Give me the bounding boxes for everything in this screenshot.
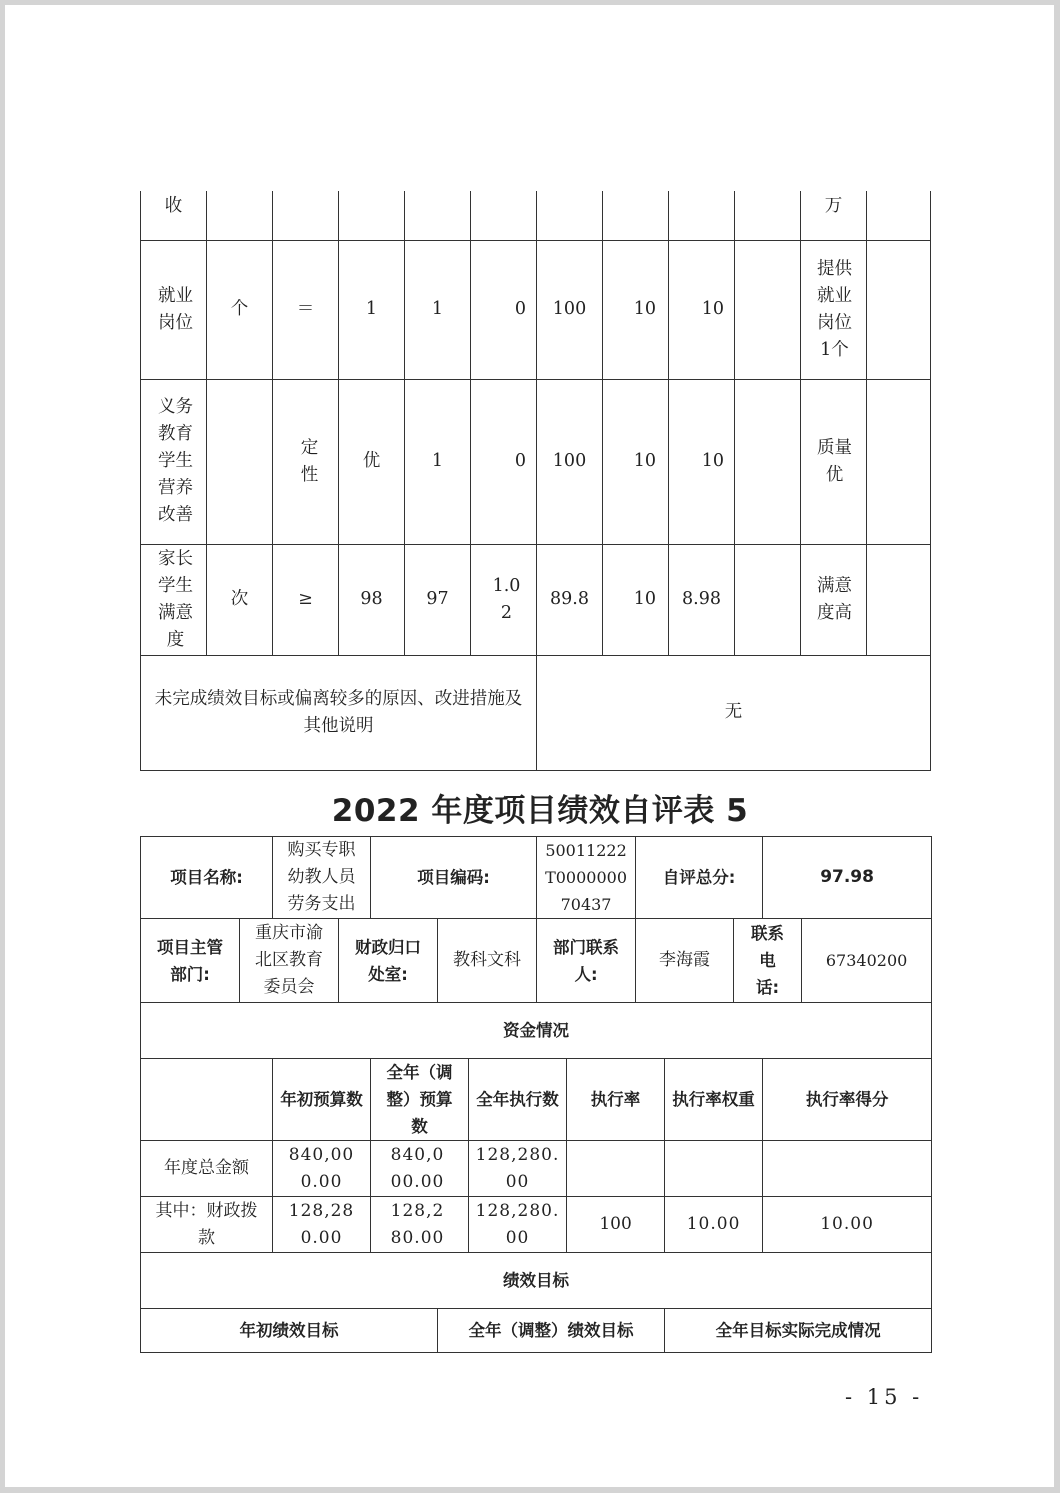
actual-cell: 1 bbox=[405, 240, 471, 379]
operator-cell: ≥ bbox=[273, 544, 339, 655]
operator-cell bbox=[273, 191, 339, 240]
remark-cell: 提供就业岗位 1个 bbox=[801, 240, 867, 379]
table-row bbox=[141, 1197, 932, 1253]
rate-weight-cell bbox=[665, 1141, 763, 1197]
performance-section-header: 绩效目标 bbox=[141, 1253, 932, 1309]
column-header: 执行率 bbox=[567, 1059, 665, 1141]
score-cell: 10 bbox=[669, 379, 735, 544]
row-label: 年度总金额 bbox=[141, 1141, 273, 1197]
target-cell bbox=[339, 191, 405, 240]
completion-cell: 89.8 bbox=[537, 544, 603, 655]
project-name-label: 项目名称: bbox=[141, 837, 273, 919]
target-cell: 98 bbox=[339, 544, 405, 655]
total-score-label: 自评总分: bbox=[636, 837, 763, 919]
blank-header-cell bbox=[141, 1059, 273, 1141]
phone-label: 联系电话: bbox=[734, 919, 802, 1003]
explanation-label: 未完成绩效目标或偏离较多的原因、改进措施及其他说明 bbox=[141, 655, 537, 770]
rate-score-cell bbox=[763, 1141, 932, 1197]
table-row bbox=[141, 191, 931, 240]
blank-cell bbox=[735, 544, 801, 655]
blank-cell bbox=[735, 379, 801, 544]
column-header: 年初预算数 bbox=[273, 1059, 371, 1141]
table-row bbox=[141, 837, 932, 919]
completion-cell: 100 bbox=[537, 379, 603, 544]
weight-cell: 10 bbox=[603, 240, 669, 379]
initial-budget-cell: 840,000.00 bbox=[273, 1141, 371, 1197]
weight-cell: 10 bbox=[603, 544, 669, 655]
actual-cell: 97 bbox=[405, 544, 471, 655]
deviation-cell bbox=[471, 191, 537, 240]
column-header: 执行率得分 bbox=[763, 1059, 932, 1141]
unit-cell: 次 bbox=[207, 544, 273, 655]
dept-value: 重庆市渝北区教育委员会 bbox=[240, 919, 339, 1003]
weight-cell bbox=[603, 191, 669, 240]
unit-cell: 个 bbox=[207, 240, 273, 379]
table-row bbox=[141, 1309, 932, 1353]
table-row bbox=[141, 379, 931, 544]
extra-cell bbox=[867, 240, 931, 379]
operator-cell: ＝ bbox=[273, 240, 339, 379]
unit-cell bbox=[207, 191, 273, 240]
extra-cell bbox=[867, 544, 931, 655]
rate-score-cell: 10.00 bbox=[763, 1197, 932, 1253]
table-row bbox=[141, 1059, 932, 1141]
contact-value: 李海霞 bbox=[636, 919, 734, 1003]
column-header: 执行率权重 bbox=[665, 1059, 763, 1141]
column-header: 全年（调整）预算数 bbox=[371, 1059, 469, 1141]
deviation-cell: 0 bbox=[471, 240, 537, 379]
table-row bbox=[141, 1253, 932, 1309]
table-row bbox=[141, 919, 932, 1003]
dept-label: 项目主管部门: bbox=[141, 919, 240, 1003]
table-row bbox=[141, 1141, 932, 1197]
rate-weight-cell: 10.00 bbox=[665, 1197, 763, 1253]
completion-cell bbox=[537, 191, 603, 240]
target-cell: 优 bbox=[339, 379, 405, 544]
total-score-value: 97.98 bbox=[763, 837, 932, 919]
table-row bbox=[141, 1003, 932, 1059]
indicator-cell: 收 bbox=[141, 191, 207, 240]
project-code-label: 项目编码: bbox=[371, 837, 537, 919]
table-row bbox=[141, 240, 931, 379]
indicator-cell: 就业岗位 bbox=[141, 240, 207, 379]
explanation-value: 无 bbox=[537, 655, 931, 770]
executed-cell: 128,280.00 bbox=[469, 1141, 567, 1197]
column-header: 全年目标实际完成情况 bbox=[665, 1309, 932, 1353]
page-number: - 15 - bbox=[845, 1385, 924, 1409]
actual-cell: 1 bbox=[405, 379, 471, 544]
blank-cell bbox=[735, 240, 801, 379]
weight-cell: 10 bbox=[603, 379, 669, 544]
extra-cell bbox=[867, 379, 931, 544]
table-row bbox=[141, 655, 931, 770]
column-header: 全年执行数 bbox=[469, 1059, 567, 1141]
indicator-cell: 家长学生满意度 bbox=[141, 544, 207, 655]
score-cell: 8.98 bbox=[669, 544, 735, 655]
target-cell: 1 bbox=[339, 240, 405, 379]
extra-cell bbox=[867, 191, 931, 240]
actual-cell bbox=[405, 191, 471, 240]
funds-section-header: 资金情况 bbox=[141, 1003, 932, 1059]
table-row bbox=[141, 544, 931, 655]
remark-cell: 满意度高 bbox=[801, 544, 867, 655]
completion-cell: 100 bbox=[537, 240, 603, 379]
adjusted-budget-cell: 128,280.00 bbox=[371, 1197, 469, 1253]
rate-cell: 100 bbox=[567, 1197, 665, 1253]
remark-cell: 万 bbox=[801, 191, 867, 240]
operator-cell: 定性 bbox=[273, 379, 339, 544]
row-label: 其中：财政拨款 bbox=[141, 1197, 273, 1253]
performance-indicator-table bbox=[140, 191, 931, 771]
finance-office-value: 教科文科 bbox=[438, 919, 537, 1003]
document-page bbox=[5, 5, 1054, 1487]
project-code-value: 50011222T000000070437 bbox=[537, 837, 636, 919]
project-name-value: 购买专职幼教人员劳务支出 bbox=[273, 837, 371, 919]
phone-value: 67340200 bbox=[802, 919, 932, 1003]
rate-cell bbox=[567, 1141, 665, 1197]
column-header: 年初绩效目标 bbox=[141, 1309, 438, 1353]
indicator-cell: 义务教育学生营养改善 bbox=[141, 379, 207, 544]
contact-label: 部门联系人: bbox=[537, 919, 636, 1003]
score-cell: 10 bbox=[669, 240, 735, 379]
adjusted-budget-cell: 840,000.00 bbox=[371, 1141, 469, 1197]
page-title: 2022 年度项目绩效自评表 5 bbox=[331, 793, 749, 829]
column-header: 全年（调整）绩效目标 bbox=[438, 1309, 665, 1353]
finance-office-label: 财政归口处室: bbox=[339, 919, 438, 1003]
blank-cell bbox=[735, 191, 801, 240]
project-summary-table bbox=[140, 836, 932, 1353]
deviation-cell: 0 bbox=[471, 379, 537, 544]
remark-cell: 质量优 bbox=[801, 379, 867, 544]
unit-cell bbox=[207, 379, 273, 544]
initial-budget-cell: 128,280.00 bbox=[273, 1197, 371, 1253]
executed-cell: 128,280.00 bbox=[469, 1197, 567, 1253]
score-cell bbox=[669, 191, 735, 240]
deviation-cell: 1.02 bbox=[471, 544, 537, 655]
